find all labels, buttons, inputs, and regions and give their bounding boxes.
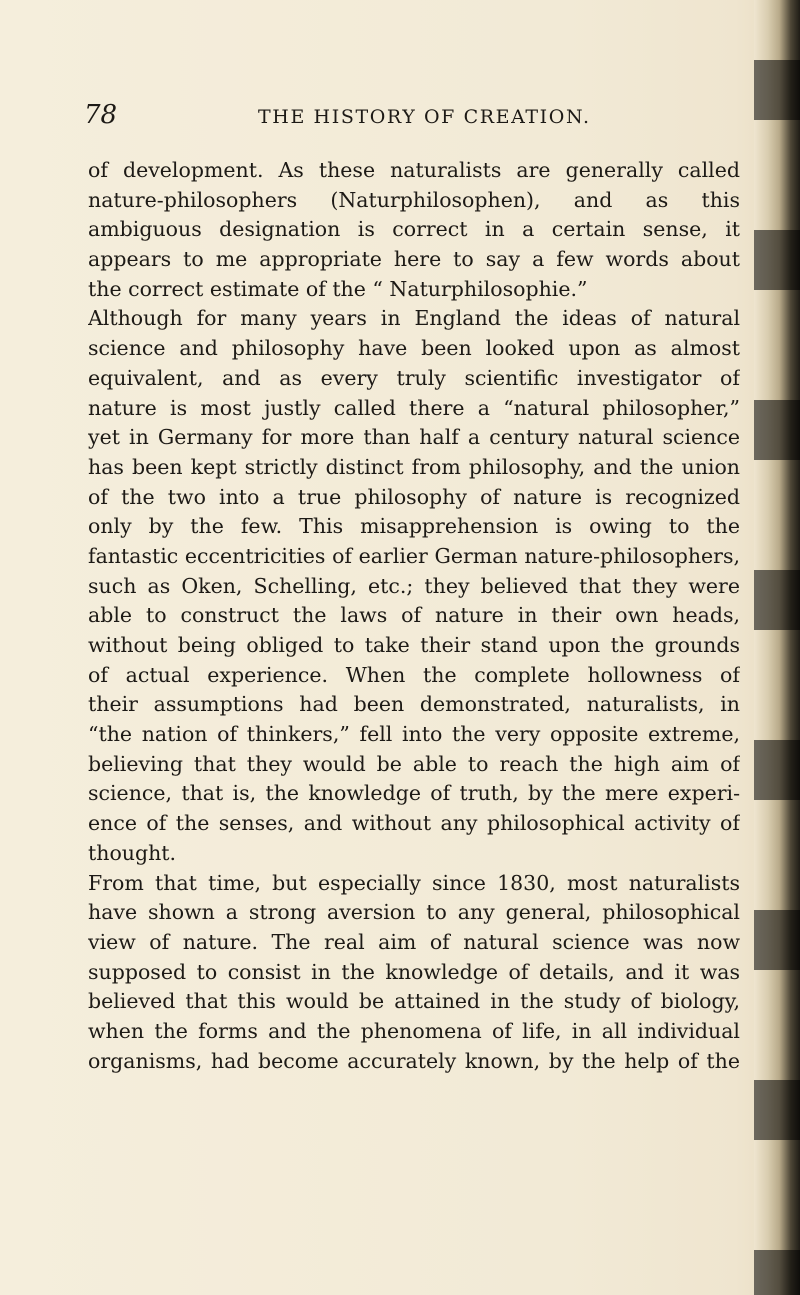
text-line: of actual experience. When the complete hollowness of [88,662,740,687]
text-line: nature is most justly called there a “natural philosopher,” [88,395,740,420]
text-line: such as Oken, Schelling, etc.; they believed that they were [88,573,740,598]
text-line: have shown a strong aversion to any general, philosophical [88,900,740,925]
text-line: believed that this would be attained in the study of biology, [88,989,740,1014]
text-line: nature-philosophers (Naturphilosophen), and as this [88,187,740,212]
text-line: of the two into a true philosophy of nature is recognized [88,484,740,509]
text-line: only by the few. This misapprehension is owing to the [88,514,740,539]
text-line: science and philosophy have been looked upon as almost [88,336,740,361]
text-line: Although for many years in England the ideas of natural [88,306,740,331]
page-number: 78 [84,100,118,130]
text-line: science, that is, the knowledge of truth, by the mere experi- [88,781,740,806]
text-line: without being obliged to take their stand upon the grounds [88,633,740,657]
text-line: From that time, but especially since 1830, most naturalists [88,870,740,895]
text-line: yet in Germany for more than half a century natural science [88,425,740,450]
text-line: of development. As these naturalists are generally called [88,158,740,182]
text-line: “the nation of thinkers,” fell into the very opposite extreme, [88,722,740,747]
text-line: supposed to consist in the knowledge of details, and it was [88,959,740,984]
text-line: ambiguous designation is correct in a certain sense, it [88,217,740,242]
text-line: equivalent, and as every truly scientific investigator of [88,365,740,390]
text-line: organisms, had become accurately known, by the help of the [88,1048,740,1073]
text-line: appears to me appropriate here to say a few words about [88,247,740,272]
text-line: the correct estimate of the “ Naturphilosophie.” [88,276,588,301]
running-head [70,100,750,136]
text-line: has been kept strictly distinct from philosophy, and the union [88,454,740,479]
text-line: their assumptions had been demonstrated, naturalists, in [88,692,740,717]
text-line: view of nature. The real aim of natural science was now [88,929,740,954]
body-text [88,156,740,1076]
text-line: believing that they would be able to reach the high aim of [88,751,740,776]
text-line: thought. [88,840,177,865]
text-line: fantastic eccentricities of earlier German nature-philosophers, [88,543,740,568]
text-line: ence of the senses, and without any philosophical activity of [88,811,740,836]
page-title: THE HISTORY OF CREATION. [258,106,591,128]
text-line: able to construct the laws of nature in their own heads, [88,603,740,628]
text-line: when the forms and the phenomena of life, in all individual [88,1018,740,1043]
book-binding-edge [754,0,800,1295]
